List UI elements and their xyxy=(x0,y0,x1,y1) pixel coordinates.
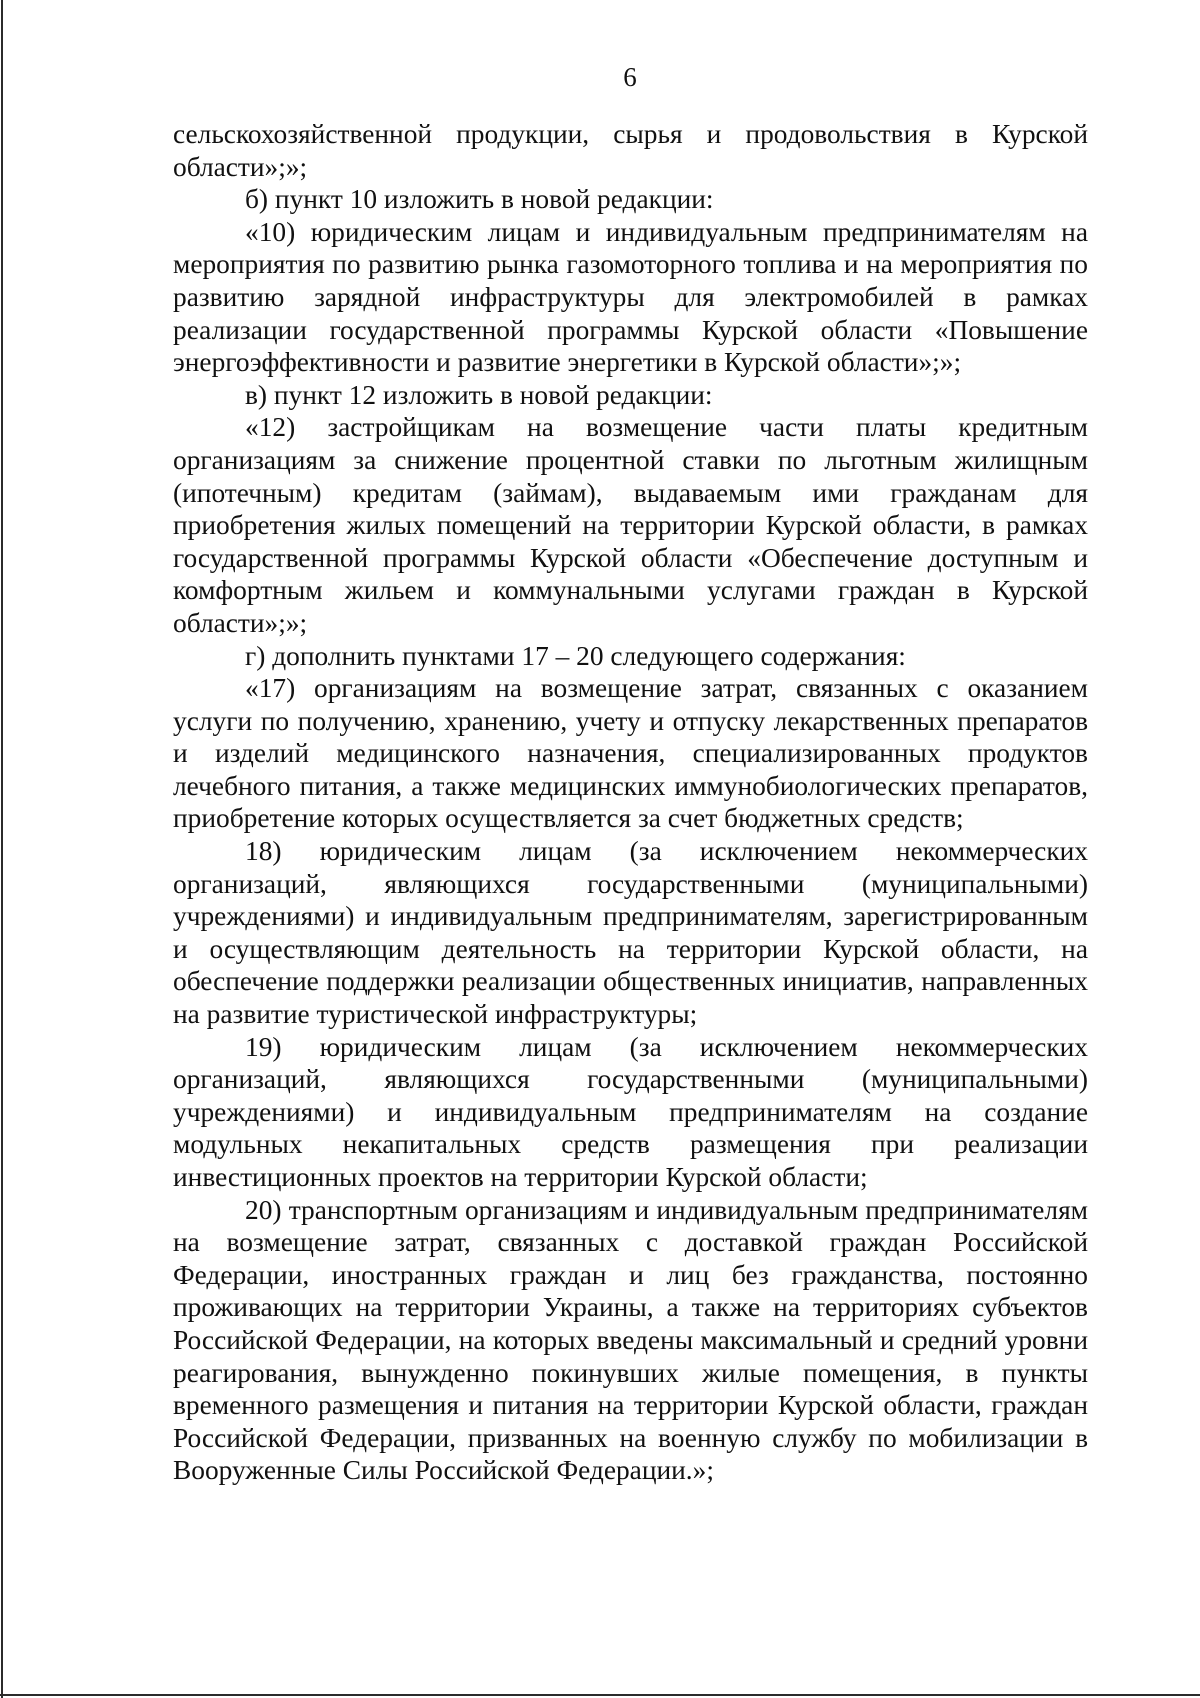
paragraph-point-17: «17) организациям на возмещение затрат, связанных с оказанием услуги по получению, хранению, учету и отпуску лекарственных препаратов и изделий медицинского назначения, специализированных продуктов лечебного питания, а также медицинских иммунобиологических препаратов, приобретение которых осуществляется за счет бюджетных средств; xyxy=(173,673,1088,834)
paragraph-point-12: «12) застройщикам на возмещение части платы кредитным организациям за снижение процентной ставки по льготным жилищным (ипотечным) кредитам (займам), выдаваемым ими гражданам для приобретения жилых помещений на территории Курской области, в рамках государственной программы Курской области «Обеспечение доступным и комфортным жильем и коммунальными услугами граждан в Курской области»;»; xyxy=(173,412,1088,638)
paragraph-point-10: «10) юридическим лицам и индивидуальным предпринимателям на мероприятия по развитию рынка газомоторного топлива и на мероприятия по развитию зарядной инфраструктуры для электромобилей в рамках реализации государственной программы Курской области «Повышение энергоэффективности и развитие энергетики в Курской области»;»; xyxy=(173,216,1088,378)
scan-border-bottom xyxy=(0,1694,1200,1696)
paragraph-point-19: 19) юридическим лицам (за исключением некоммерческих организаций, являющихся государственными (муниципальными) учреждениями) и индивидуальным предпринимателям на создание модульных некапитальных средств размещения при реализации инвестиционных проектов на территории Курской области; xyxy=(173,1031,1088,1192)
paragraph-point-20: 20) транспортным организациям и индивидуальным предпринимателям на возмещение затрат, связанных с доставкой граждан Российской Федерации, иностранных граждан и лиц без гражданства, постоянно проживающих на территории Украины, а также на территориях субъектов Российской Федерации, на которых введены максимальный и средний уровни реагирования, вынужденно покинувших жилые помещения, в пункты временного размещения и питания на территории Курской области, граждан Российской Федерации, призванных на военную службу по мобилизации в Вооруженные Силы Российской Федерации.»; xyxy=(173,1194,1088,1486)
document-body xyxy=(173,118,1088,1487)
paragraph-point-18: 18) юридическим лицам (за исключением некоммерческих организаций, являющихся государственными (муниципальными) учреждениями) и индивидуальным предпринимателям, зарегистрированным и осуществляющим деятельность на территории Курской области, на обеспечение поддержки реализации общественных инициатив, направленных на развитие туристической инфраструктуры; xyxy=(173,836,1088,1030)
paragraph-item-b: б) пункт 10 изложить в новой редакции: xyxy=(245,184,714,215)
paragraph-continuation: сельскохозяйственной продукции, сырья и продовольствия в Курской области»;»; xyxy=(173,119,1088,182)
paragraph-item-g: г) дополнить пунктами 17 – 20 следующего содержания: xyxy=(245,640,906,671)
scan-border-left xyxy=(1,0,3,1698)
paragraph-item-v: в) пункт 12 изложить в новой редакции: xyxy=(245,379,713,410)
page-number: 6 xyxy=(623,62,637,92)
